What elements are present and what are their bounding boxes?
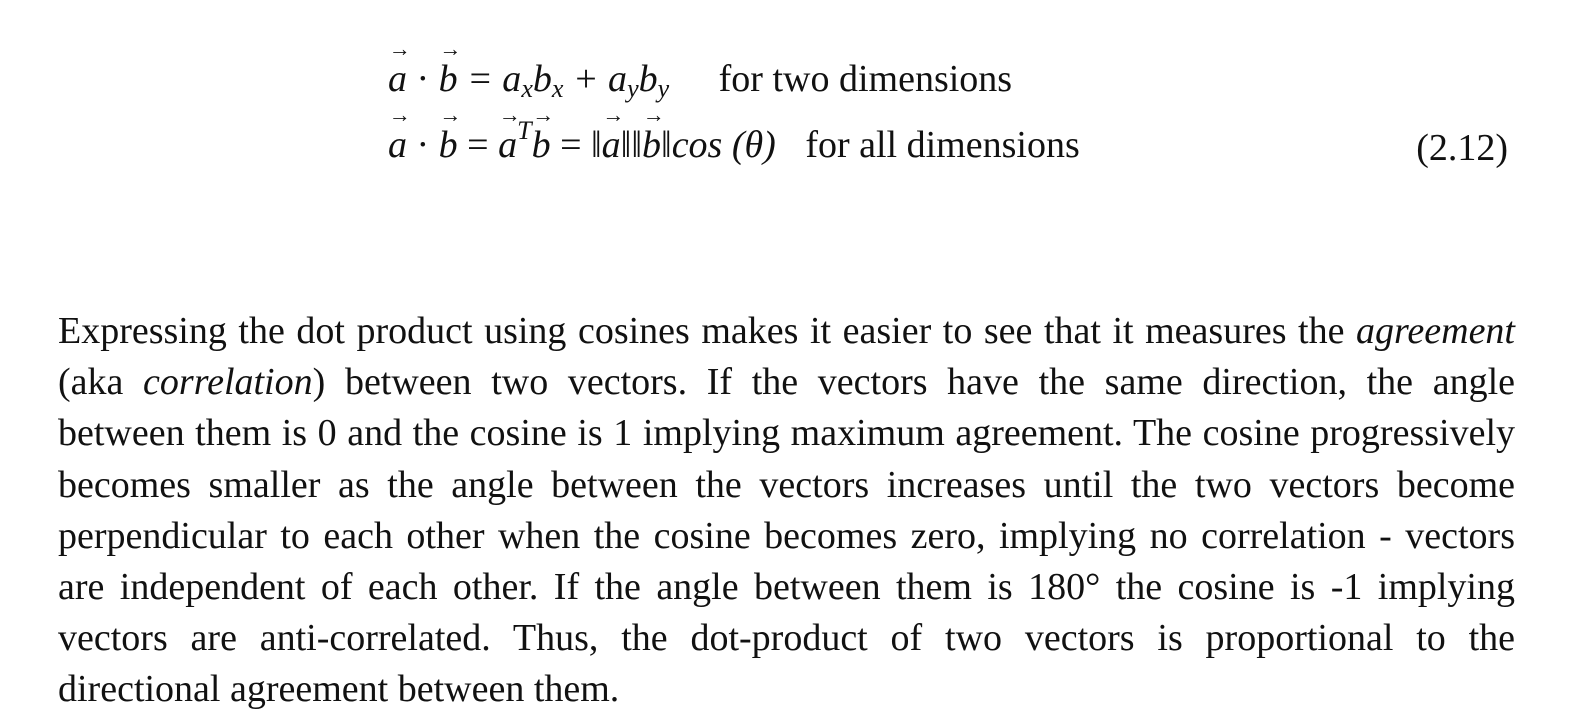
sub-x: x — [521, 74, 533, 103]
equation-note-two-dimensions: for two dimensions — [718, 58, 1013, 100]
vector-a-transpose: → a — [498, 126, 517, 164]
body-paragraph — [58, 306, 1515, 716]
by: b — [638, 58, 658, 100]
theta-arg: (θ) — [731, 124, 776, 166]
sub-y: y — [627, 74, 639, 103]
equation-two-dimensions — [388, 58, 1013, 103]
equals-sign: = — [467, 124, 489, 166]
rhs-ax: = a — [467, 58, 522, 100]
transpose-superscript: T — [517, 116, 532, 145]
cos-function: cos — [671, 124, 723, 166]
equals-sign: = — [560, 124, 582, 166]
paragraph-part-3: ) between two vectors. If the vectors have the same direction, the angle between them is 0 and the cosine is 1 implying maximum agreement. The cosine progressively becomes smaller as the angle between the vectors increases until the two vectors become perpendicular to each other when the cosine becomes zero, implying no correlation - vectors are independent of each other. If the angle between them is 180° the cosine is -1 implying vectors are anti-correlated. Thus, the dot-product of two vectors is proportional to the directional agreement between them. — [58, 361, 1515, 711]
sub-y2: y — [657, 74, 670, 103]
dot-operator: · — [416, 58, 439, 100]
bx: b — [532, 58, 552, 100]
emphasis-agreement: agreement — [1356, 310, 1515, 352]
norm-close: ‖ — [661, 124, 672, 166]
plus-ay: + a — [572, 58, 628, 100]
equation-all-dimensions — [388, 116, 1080, 166]
vector-b: → b — [532, 126, 551, 164]
vector-a: → a — [388, 60, 407, 98]
norm-open: ‖ — [591, 124, 602, 166]
equation-note-all-dimensions: for all dimensions — [805, 124, 1080, 166]
paragraph-part-1: Expressing the dot product using cosines makes it easier to see that it measures the — [58, 310, 1357, 352]
vector-a: → a — [388, 126, 407, 164]
norm-close-open: ‖‖ — [620, 124, 643, 166]
paragraph-part-2: (aka — [58, 361, 144, 404]
vector-b: → b — [439, 126, 458, 164]
emphasis-correlation: correlation — [143, 361, 313, 404]
vector-b: → b — [439, 60, 458, 98]
equation-number: (2.12) — [1416, 127, 1508, 169]
vector-a-norm: → a — [602, 126, 621, 164]
dot-operator: · — [416, 124, 430, 166]
sub-x2: x — [551, 74, 564, 103]
vector-b-norm: → b — [642, 126, 661, 164]
